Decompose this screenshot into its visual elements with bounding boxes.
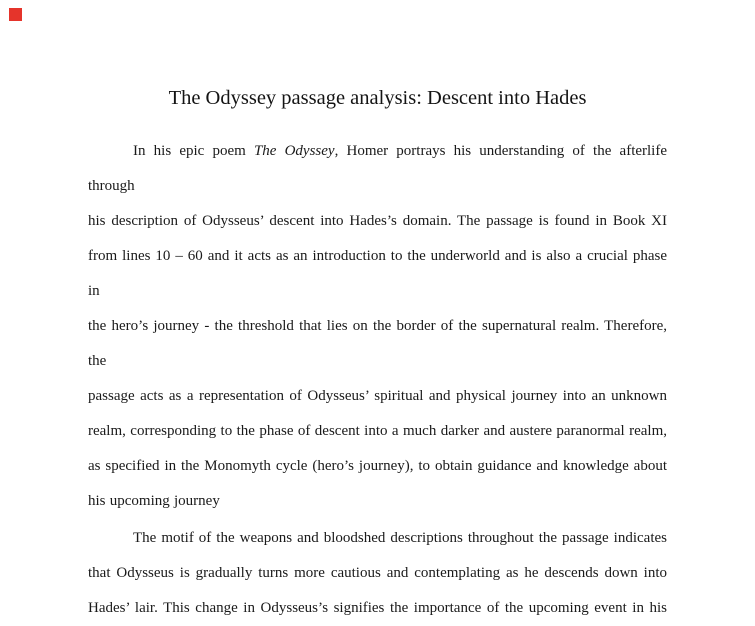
essay-body [88,134,667,626]
body-text: his upcoming journey [88,493,220,509]
text-line [88,484,667,519]
essay-content [88,0,667,626]
text-line [88,591,667,626]
body-text: that Odysseus is gradually turns more cautious and contemplating as he descends down into [88,565,667,581]
red-marker-square [9,8,22,21]
body-text: realm, corresponding to the phase of descent into a much darker and austere paranormal realm, [88,423,667,439]
paragraph [88,134,667,519]
essay-title: The Odyssey passage analysis: Descent into Hades [168,87,587,109]
body-text: from lines 10 – 60 and it acts as an introduction to the underworld and is also a crucial phase in [88,248,667,299]
italic-text: The Odyssey [253,143,335,159]
text-line [88,414,667,449]
text-line [88,239,667,309]
text-line [88,134,667,204]
paragraph [88,521,667,626]
body-text: passage acts as a representation of Odysseus’ spiritual and physical journey into an unknown [88,388,667,404]
text-line [88,309,667,379]
body-text: , Homer portrays his understanding of the afterlife through [88,143,667,194]
text-line [88,204,667,239]
body-text: In his epic poem [133,143,254,159]
body-text: his description of Odysseus’ descent into Hades’s domain. The passage is found in Book XI [88,213,667,229]
body-text: as specified in the Monomyth cycle (hero’s journey), to obtain guidance and knowledge about [88,458,667,474]
text-line [88,521,667,556]
text-line [88,449,667,484]
text-line [88,379,667,414]
body-text: The motif of the weapons and bloodshed descriptions throughout the passage indicates [133,530,667,546]
text-line [88,556,667,591]
body-text: the hero’s journey - the threshold that lies on the border of the supernatural realm. Therefore, the [88,318,667,369]
body-text: Hades’ lair. This change in Odysseus’s signifies the importance of the upcoming event in his [88,600,667,616]
